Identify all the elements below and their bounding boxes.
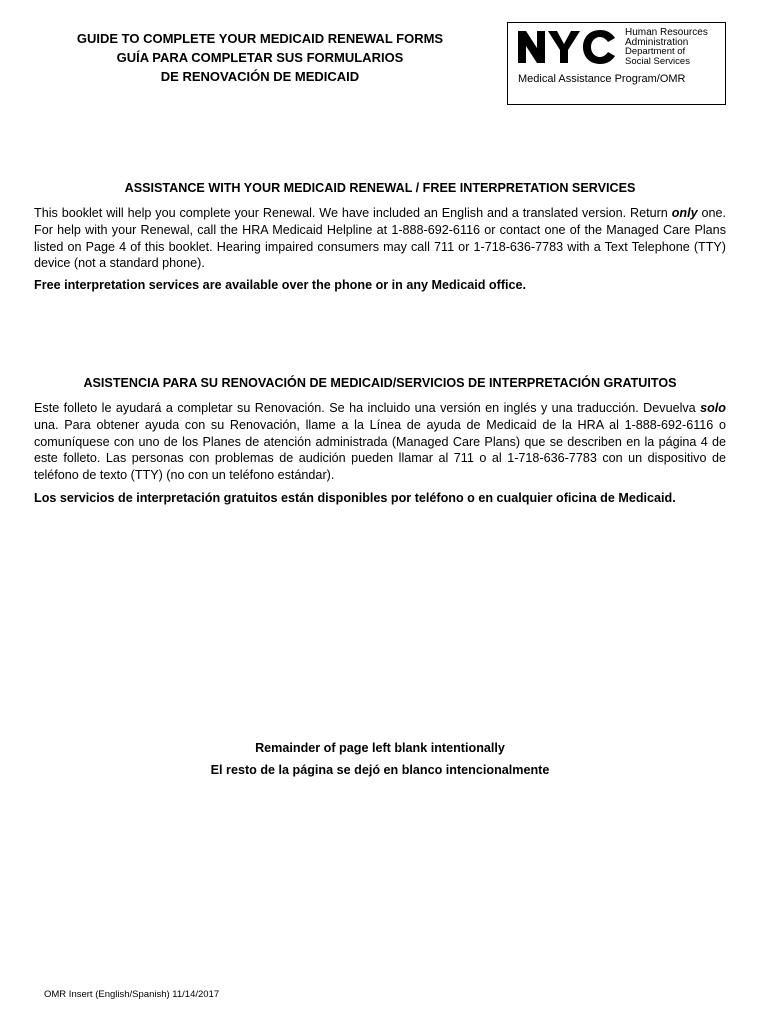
blank-notice-english: Remainder of page left blank intentionally: [255, 741, 505, 755]
english-body-end: one. For help with your Renewal, call the HRA Medicaid Helpline at 1-888-692-6116 or contact one of the Managed Care Plans listed on Page 4 of this booklet. Hearing impaired consumers may call 711 or 1-718-636-7783 with a Text Telephone (TTY) device (not a standard phone).: [34, 206, 726, 271]
title-line-english: GUIDE TO COMPLETE YOUR MEDICAID RENEWAL FORMS: [76, 31, 444, 46]
nyc-logo-text: NYC: [518, 29, 521, 30]
agency-name: [625, 28, 708, 66]
blank-notice-spanish: El resto de la página se dejó en blanco intencionalmente: [210, 763, 550, 777]
english-section-heading: ASSISTANCE WITH YOUR MEDICAID RENEWAL / FREE INTERPRETATION SERVICES: [124, 181, 636, 195]
spanish-body-end: una. Para obtener ayuda con su Renovación, llame a la Línea de ayuda de Medicaid de la HRA al 1-888-692-6116 o comuníquese con uno de los Planes de atención administrada (Managed Care Plans) que se describen en la página 4 de este folleto. Las personas con problemas de audición pueden llamar al 711 o al 1-718-636-7783 con un dispositivo de teléfono de texto (TTY) (no con un teléfono estándar).: [34, 417, 726, 483]
agency-logo-box: [507, 22, 726, 105]
english-body-start: This booklet will help you complete your Renewal. We have included an English and a translated version. Return: [34, 206, 672, 220]
title-line-spanish-1: GUÍA PARA COMPLETAR SUS FORMULARIOS: [116, 50, 404, 65]
spanish-emphasis: solo: [700, 401, 726, 415]
agency-line-4: Social Services: [625, 55, 690, 67]
form-footer: OMR Insert (English/Spanish) 11/14/2017: [44, 989, 220, 1000]
spanish-section-heading: ASISTENCIA PARA SU RENOVACIÓN DE MEDICAID/SERVICIOS DE INTERPRETACIÓN GRATUITOS: [83, 376, 677, 390]
nyc-logo-icon: [518, 29, 616, 65]
program-caption: Medical Assistance Program/OMR: [518, 73, 686, 85]
english-emphasis: only: [671, 206, 698, 220]
spanish-body-start: Este folleto le ayudará a completar su Renovación. Se ha incluido una versión en inglés y una traducción. Devuelva: [34, 401, 701, 415]
agency-line-2: Administration: [625, 36, 689, 48]
english-body-paragraph: [34, 205, 726, 272]
english-interpretation-note: Free interpretation services are available over the phone or in any Medicaid office.: [34, 278, 527, 292]
document-title: [40, 29, 480, 86]
agency-line-1: Human Resources: [625, 27, 708, 38]
title-line-spanish-2: DE RENOVACIÓN DE MEDICAID: [160, 69, 360, 84]
spanish-body-paragraph: [34, 400, 726, 484]
spanish-interpretation-note: Los servicios de interpretación gratuitos están disponibles por teléfono o en cualquier oficina de Medicaid.: [34, 491, 676, 505]
agency-line-3: Department of: [625, 46, 686, 57]
